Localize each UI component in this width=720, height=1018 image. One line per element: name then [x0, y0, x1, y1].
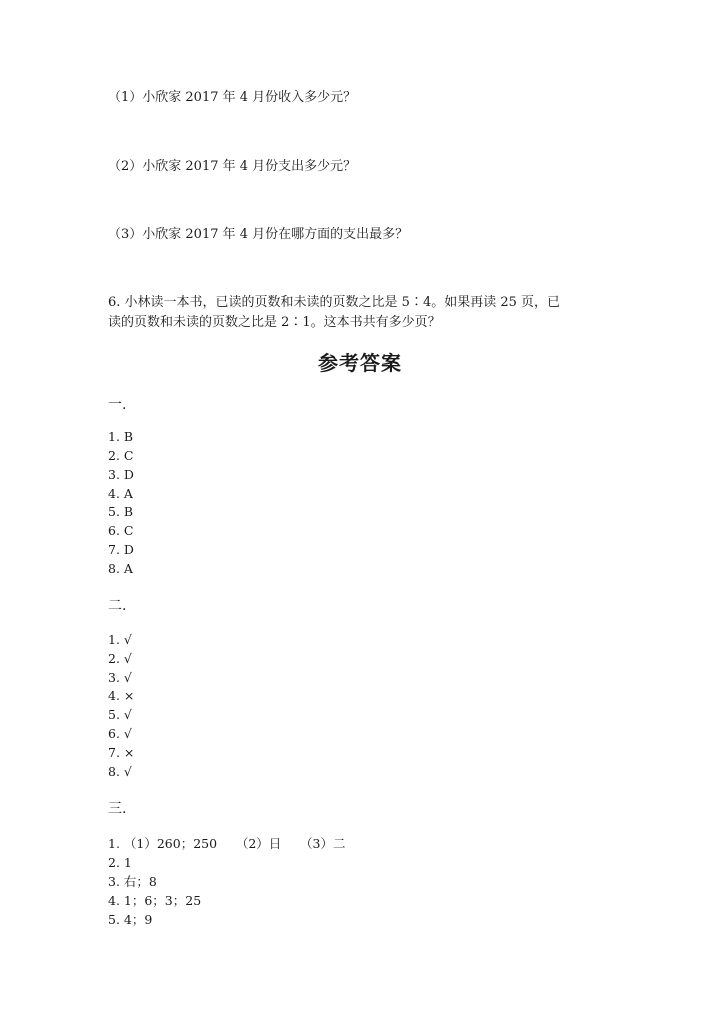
answer-item: 4. A	[108, 486, 133, 501]
answer-item: 3. √	[108, 670, 132, 685]
section-2-heading: 二.	[108, 598, 127, 614]
answer-item: 1. （1）260；250 （2）日 （3）二	[108, 836, 346, 851]
answer-item: 5. B	[108, 504, 134, 519]
answer-item: 1. B	[108, 429, 134, 444]
question-6-line-2: 读的页数和未读的页数之比是 2∶1。这本书共有多少页？	[108, 315, 441, 330]
answer-item: 5. √	[108, 707, 132, 722]
answer-item: 8. √	[108, 764, 132, 779]
answers-title: 参考答案	[318, 351, 402, 375]
section-3-heading: 三.	[108, 801, 127, 817]
answer-item: 5. 4；9	[108, 912, 153, 927]
question-1: （1）小欣家 2017 年 4 月份收入多少元？	[108, 90, 357, 105]
answer-item: 1. √	[108, 632, 132, 647]
answer-item: 7. ×	[108, 745, 135, 760]
answer-item: 4. 1；6；3；25	[108, 893, 202, 908]
question-3: （3）小欣家 2017 年 4 月份在哪方面的支出最多？	[108, 227, 409, 242]
section-1-heading: 一.	[108, 397, 127, 413]
answer-item: 6. √	[108, 726, 132, 741]
answer-item: 2. √	[108, 651, 132, 666]
answer-item: 6. C	[108, 523, 134, 538]
question-6-line-1: 6. 小林读一本书，已读的页数和未读的页数之比是 5∶4。如果再读 25 页，已	[108, 295, 561, 310]
question-2: （2）小欣家 2017 年 4 月份支出多少元？	[108, 159, 357, 174]
answer-item: 2. 1	[108, 855, 132, 870]
answer-item: 2. C	[108, 448, 134, 463]
answer-item: 7. D	[108, 542, 134, 557]
answer-item: 3. 右；8	[108, 874, 157, 889]
answer-item: 3. D	[108, 467, 134, 482]
answer-item: 4. ×	[108, 688, 135, 703]
answer-item: 8. A	[108, 561, 133, 576]
